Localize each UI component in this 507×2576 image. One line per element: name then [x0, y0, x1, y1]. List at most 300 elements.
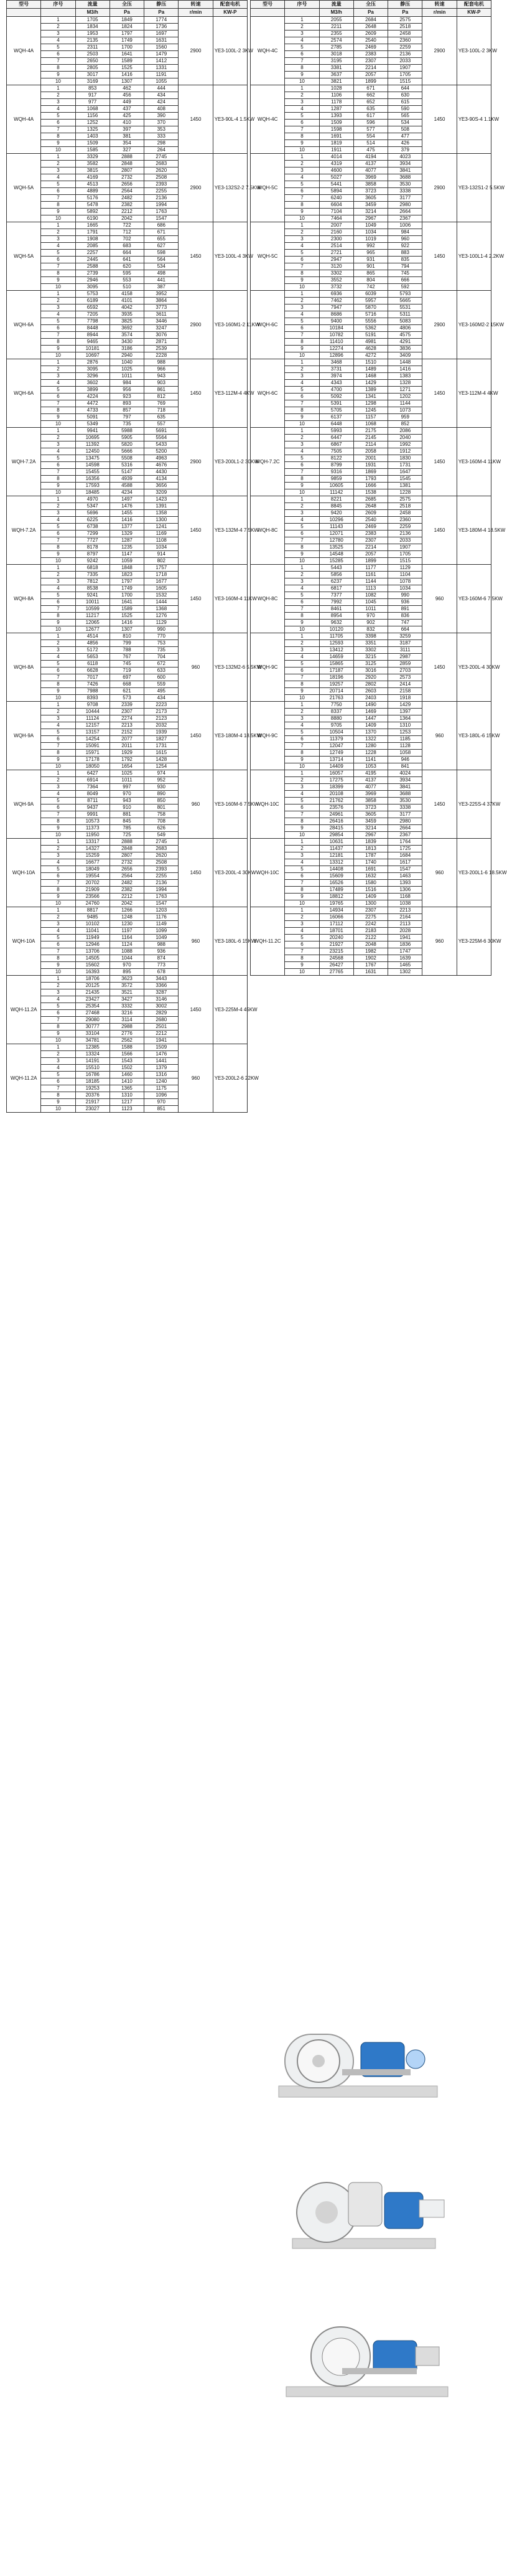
static-cell: 903: [144, 380, 179, 387]
pressure-cell: 1700: [109, 44, 144, 51]
static-cell: 671: [144, 229, 179, 236]
no-cell: 9: [41, 277, 75, 284]
pressure-cell: 5191: [353, 332, 388, 339]
no-cell: 8: [285, 818, 319, 825]
pressure-cell: 2152: [109, 729, 144, 736]
flow-cell: 9242: [75, 558, 109, 565]
static-cell: 753: [144, 640, 179, 647]
pressure-cell: 1749: [109, 37, 144, 44]
model-cell: WQH-7.2C: [251, 428, 285, 496]
flow-cell: 23027: [75, 1106, 109, 1113]
static-cell: 2032: [144, 722, 179, 729]
no-cell: 8: [41, 270, 75, 277]
unit-model: [7, 9, 41, 17]
flow-cell: 20125: [75, 983, 109, 989]
static-cell: 1605: [144, 585, 179, 592]
no-cell: 3: [41, 784, 75, 791]
flow-cell: 11124: [75, 715, 109, 722]
flow-cell: 9485: [75, 914, 109, 921]
flow-cell: 13324: [75, 1051, 109, 1058]
header-model: 型号: [251, 1, 285, 9]
pressure-cell: 1631: [353, 969, 388, 976]
static-cell: 5531: [388, 304, 422, 311]
no-cell: 3: [41, 578, 75, 585]
no-cell: 6: [285, 531, 319, 537]
pressure-cell: 1300: [353, 900, 388, 907]
static-cell: 802: [144, 558, 179, 565]
static-cell: 2367: [388, 215, 422, 222]
static-cell: 3187: [388, 640, 422, 647]
pressure-cell: 1460: [109, 1072, 144, 1078]
pressure-cell: 554: [353, 133, 388, 140]
model-cell: WQH-6A: [7, 291, 41, 359]
no-cell: 9: [41, 620, 75, 626]
flow-cell: 4014: [319, 154, 353, 161]
flow-cell: 7947: [319, 304, 353, 311]
static-cell: 930: [144, 784, 179, 791]
pressure-cell: 437: [109, 106, 144, 113]
no-cell: 8: [285, 681, 319, 688]
flow-cell: 4889: [75, 188, 109, 195]
model-cell: WQH-4C: [251, 17, 285, 85]
static-cell: 4023: [388, 154, 422, 161]
no-cell: 2: [41, 24, 75, 31]
fan-icon: [267, 2014, 473, 2120]
pressure-cell: 3427: [109, 996, 144, 1003]
motor-cell: YE3-132S1-2 5.5KW: [457, 154, 491, 222]
pressure-cell: 901: [353, 263, 388, 270]
pressure-cell: 797: [109, 414, 144, 421]
flow-cell: 11379: [319, 736, 353, 743]
pressure-cell: 635: [353, 106, 388, 113]
flow-cell: 8817: [75, 907, 109, 914]
motor-cell: YE3-100L-2 3KW: [213, 17, 247, 85]
flow-cell: 3017: [75, 72, 109, 78]
pressure-cell: 595: [109, 270, 144, 277]
no-cell: 9: [285, 620, 319, 626]
static-cell: 3952: [144, 291, 179, 298]
flow-cell: 16526: [319, 880, 353, 887]
flow-cell: 19765: [319, 900, 353, 907]
pressure-cell: 2077: [109, 736, 144, 743]
flow-cell: 8337: [319, 709, 353, 715]
flow-cell: 6190: [75, 215, 109, 222]
flow-cell: 2588: [75, 263, 109, 270]
no-cell: 1: [285, 85, 319, 92]
flow-cell: 13317: [75, 839, 109, 846]
table-row: [251, 702, 491, 709]
pressure-cell: 2802: [353, 681, 388, 688]
static-cell: 5083: [388, 318, 422, 325]
static-cell: 1185: [388, 736, 422, 743]
flow-cell: 16677: [75, 859, 109, 866]
no-cell: 3: [41, 167, 75, 174]
no-cell: 4: [41, 791, 75, 798]
no-cell: 5: [41, 798, 75, 804]
flow-cell: 8944: [75, 332, 109, 339]
no-cell: 1: [285, 907, 319, 914]
flow-cell: 1791: [75, 229, 109, 236]
pressure-cell: 1287: [109, 537, 144, 544]
pressure-cell: 3521: [109, 989, 144, 996]
static-cell: 4963: [144, 455, 179, 462]
table-row: [7, 85, 248, 92]
static-cell: 2745: [144, 154, 179, 161]
static-cell: 1393: [388, 880, 422, 887]
pressure-cell: 1217: [109, 1099, 144, 1106]
pressure-cell: 2888: [109, 154, 144, 161]
no-cell: 8: [41, 133, 75, 140]
static-cell: 861: [144, 387, 179, 394]
static-cell: 3530: [388, 181, 422, 188]
no-cell: 7: [41, 469, 75, 476]
flow-cell: 3018: [319, 51, 353, 58]
flow-cell: 5856: [319, 572, 353, 578]
pressure-cell: 671: [353, 85, 388, 92]
flow-cell: 12450: [75, 448, 109, 455]
static-cell: 1104: [388, 572, 422, 578]
static-cell: 2136: [388, 51, 422, 58]
flow-cell: 7727: [75, 537, 109, 544]
no-cell: 5: [285, 935, 319, 941]
table-row: [251, 839, 491, 846]
static-cell: 1941: [144, 1037, 179, 1044]
model-cell: WQH-5A: [7, 154, 41, 222]
no-cell: 7: [285, 332, 319, 339]
flow-cell: 11410: [319, 339, 353, 346]
static-cell: 379: [388, 147, 422, 154]
flow-cell: 19257: [319, 681, 353, 688]
speed-cell: 1450: [179, 976, 213, 1044]
no-cell: 5: [41, 935, 75, 941]
no-cell: 6: [41, 599, 75, 606]
left-table-body: [7, 17, 262, 1113]
unit-pressure: Pa: [109, 9, 144, 17]
flow-cell: 29080: [75, 1017, 109, 1024]
static-cell: 4806: [388, 325, 422, 332]
pressure-cell: 2685: [353, 496, 388, 503]
static-cell: 1647: [388, 469, 422, 476]
pressure-cell: 1797: [109, 578, 144, 585]
static-cell: 1228: [388, 489, 422, 496]
pressure-cell: 2967: [353, 832, 388, 839]
speed-cell: 1450: [179, 565, 213, 633]
pressure-cell: 3214: [353, 825, 388, 832]
flow-cell: 6592: [75, 304, 109, 311]
pressure-cell: 1230: [109, 921, 144, 928]
no-cell: 2: [285, 24, 319, 31]
static-cell: 952: [144, 777, 179, 784]
flow-cell: 1287: [319, 106, 353, 113]
static-cell: 686: [144, 222, 179, 229]
static-cell: 1128: [388, 743, 422, 750]
no-cell: 9: [285, 346, 319, 352]
static-cell: 1774: [144, 17, 179, 24]
pressure-cell: 5716: [353, 311, 388, 318]
pressure-cell: 5820: [109, 441, 144, 448]
speed-cell: 2900: [179, 291, 213, 359]
flow-cell: 11392: [75, 441, 109, 448]
flow-cell: 10695: [75, 435, 109, 441]
flow-cell: 5391: [319, 400, 353, 407]
no-cell: 8: [41, 544, 75, 551]
motor-cell: YE3-180L-6 15KW: [457, 702, 491, 770]
pressure-cell: 664: [109, 250, 144, 257]
pressure-cell: 1538: [353, 489, 388, 496]
static-cell: 1108: [144, 537, 179, 544]
flow-cell: 14505: [75, 955, 109, 962]
no-cell: 5: [285, 250, 319, 257]
flow-cell: 21927: [319, 941, 353, 948]
flow-cell: 1252: [75, 120, 109, 126]
flow-cell: 27765: [319, 969, 353, 976]
pressure-cell: 1147: [109, 551, 144, 558]
table-row: [7, 17, 248, 24]
flow-cell: 3552: [319, 277, 353, 284]
pressure-cell: 3016: [353, 668, 388, 674]
no-cell: 2: [41, 846, 75, 852]
flow-cell: 21763: [319, 695, 353, 702]
table-unit-row: [251, 9, 491, 17]
no-cell: 6: [285, 51, 319, 58]
static-cell: 1994: [144, 887, 179, 894]
static-cell: 2136: [144, 195, 179, 202]
flow-cell: 30777: [75, 1024, 109, 1031]
flow-cell: 2721: [319, 250, 353, 257]
flow-cell: 11041: [75, 928, 109, 935]
flow-cell: 1691: [319, 133, 353, 140]
pressure-cell: 5988: [109, 428, 144, 435]
flow-cell: 3899: [75, 387, 109, 394]
flow-cell: 13525: [319, 544, 353, 551]
flow-cell: 2355: [319, 31, 353, 37]
header-speed: 转速: [422, 1, 457, 9]
static-cell: 5433: [144, 441, 179, 448]
flow-cell: 10444: [75, 709, 109, 715]
static-cell: 3338: [388, 188, 422, 195]
no-cell: 1: [285, 496, 319, 503]
table-row: [251, 17, 491, 24]
speed-cell: 2900: [422, 291, 457, 359]
flow-cell: 2574: [319, 37, 353, 44]
pressure-cell: 1053: [353, 763, 388, 770]
flow-cell: 1028: [319, 85, 353, 92]
flow-cell: 9241: [75, 592, 109, 599]
flow-cell: 17275: [319, 777, 353, 784]
pressure-cell: 2183: [353, 928, 388, 935]
model-cell: WQH-10A: [7, 839, 41, 907]
pressure-cell: 596: [353, 120, 388, 126]
pressure-cell: 2048: [353, 941, 388, 948]
flow-cell: 12065: [75, 620, 109, 626]
static-cell: 2683: [144, 846, 179, 852]
flow-cell: 2300: [319, 236, 353, 243]
flow-cell: 6818: [75, 565, 109, 572]
static-cell: 852: [388, 421, 422, 428]
no-cell: 4: [41, 1065, 75, 1072]
flow-cell: 12677: [75, 626, 109, 633]
flow-cell: 1834: [75, 24, 109, 31]
no-cell: 2: [41, 640, 75, 647]
flow-cell: 1819: [319, 140, 353, 147]
model-cell: WQH-10C: [251, 770, 285, 839]
no-cell: 9: [285, 962, 319, 969]
no-cell: 8: [41, 955, 75, 962]
flow-cell: 1705: [75, 17, 109, 24]
no-cell: 2: [41, 435, 75, 441]
flow-cell: 2135: [75, 37, 109, 44]
static-cell: 1364: [388, 715, 422, 722]
static-cell: 890: [144, 791, 179, 798]
flow-cell: 24568: [319, 955, 353, 962]
static-cell: 1448: [388, 359, 422, 366]
static-cell: 1169: [144, 531, 179, 537]
pressure-cell: 1525: [109, 613, 144, 620]
flow-cell: 2445: [75, 257, 109, 263]
pressure-cell: 2114: [353, 441, 388, 448]
pressure-cell: 2145: [353, 435, 388, 441]
flow-cell: 12385: [75, 1044, 109, 1051]
pressure-cell: 3692: [109, 325, 144, 332]
no-cell: 10: [41, 215, 75, 222]
static-cell: 655: [144, 236, 179, 243]
flow-cell: 14934: [319, 907, 353, 914]
static-cell: 626: [144, 825, 179, 832]
static-cell: 2987: [388, 654, 422, 661]
static-cell: 3259: [388, 633, 422, 640]
flow-cell: 5092: [319, 394, 353, 400]
motor-cell: YE3-90S-4 1.1KW: [457, 85, 491, 154]
pressure-cell: 1025: [109, 366, 144, 373]
flow-cell: 18050: [75, 763, 109, 770]
no-cell: 4: [41, 380, 75, 387]
pressure-cell: 2001: [353, 455, 388, 462]
pressure-cell: 1245: [353, 407, 388, 414]
no-cell: 6: [41, 462, 75, 469]
no-cell: 7: [41, 880, 75, 887]
no-cell: 7: [285, 195, 319, 202]
pressure-cell: 2307: [353, 907, 388, 914]
no-cell: 4: [41, 448, 75, 455]
flow-cell: 2946: [75, 277, 109, 284]
pressure-cell: 3723: [353, 804, 388, 811]
pressure-cell: 1049: [353, 222, 388, 229]
pressure-cell: 865: [353, 270, 388, 277]
no-cell: 5: [285, 592, 319, 599]
no-cell: 1: [285, 633, 319, 640]
motor-cell: YE3-225M-4 45KW: [213, 976, 247, 1044]
flow-cell: 8711: [75, 798, 109, 804]
table-row: [7, 496, 248, 503]
static-cell: 1416: [388, 366, 422, 373]
no-cell: 1: [41, 154, 75, 161]
motor-cell: YE3-200L-4 30KW: [457, 633, 491, 702]
pressure-cell: 2307: [109, 709, 144, 715]
pressure-cell: 745: [109, 661, 144, 668]
flow-cell: 9420: [319, 510, 353, 517]
static-cell: 1168: [388, 894, 422, 900]
pressure-cell: 2383: [353, 51, 388, 58]
static-cell: 2980: [388, 818, 422, 825]
pressure-cell: 2540: [353, 37, 388, 44]
pressure-cell: 1034: [353, 229, 388, 236]
flow-cell: 10697: [75, 352, 109, 359]
no-cell: 1: [285, 565, 319, 572]
no-cell: 8: [41, 1024, 75, 1031]
pressure-cell: 902: [353, 620, 388, 626]
static-cell: 424: [144, 99, 179, 106]
static-cell: 2367: [388, 832, 422, 839]
static-cell: 936: [144, 948, 179, 955]
static-cell: 600: [144, 674, 179, 681]
no-cell: 1: [285, 770, 319, 777]
pressure-cell: 1902: [353, 955, 388, 962]
flow-cell: 21762: [319, 798, 353, 804]
flow-cell: 15285: [319, 558, 353, 565]
speed-cell: 1450: [179, 839, 213, 907]
table-row: [7, 907, 248, 914]
no-cell: 2: [41, 914, 75, 921]
static-cell: 1547: [388, 866, 422, 873]
no-cell: 10: [285, 763, 319, 770]
no-cell: 7: [285, 674, 319, 681]
flow-cell: 8122: [319, 455, 353, 462]
pressure-cell: 2684: [353, 17, 388, 24]
flow-cell: 2947: [319, 257, 353, 263]
no-cell: 1: [285, 428, 319, 435]
no-cell: 3: [285, 99, 319, 106]
no-cell: 8: [41, 65, 75, 72]
no-cell: 1: [285, 222, 319, 229]
flow-cell: 10181: [75, 346, 109, 352]
flow-cell: 6237: [319, 578, 353, 585]
no-cell: 5: [41, 592, 75, 599]
no-cell: 6: [285, 394, 319, 400]
static-cell: 644: [388, 85, 422, 92]
flow-cell: 20108: [319, 791, 353, 798]
motor-cell: YE3-100L-4 3KW: [213, 222, 247, 291]
flow-cell: 7750: [319, 702, 353, 709]
no-cell: 8: [285, 407, 319, 414]
pressure-cell: 767: [109, 654, 144, 661]
no-cell: 1: [41, 565, 75, 572]
flow-cell: 3821: [319, 78, 353, 85]
table-row: [7, 565, 248, 572]
flow-cell: 2805: [75, 65, 109, 72]
no-cell: 9: [41, 1099, 75, 1106]
pressure-cell: 1848: [109, 565, 144, 572]
no-cell: 4: [285, 311, 319, 318]
static-cell: 874: [144, 955, 179, 962]
static-cell: 2360: [388, 517, 422, 524]
pressure-cell: 1813: [353, 846, 388, 852]
pressure-cell: 2307: [353, 58, 388, 65]
motor-cell: YE3-160M-4 11KW: [213, 565, 247, 633]
pressure-cell: 3114: [109, 1017, 144, 1024]
no-cell: 8: [285, 544, 319, 551]
no-cell: 9: [41, 688, 75, 695]
no-cell: 2: [285, 572, 319, 578]
static-cell: 835: [388, 257, 422, 263]
pressure-cell: 1280: [353, 743, 388, 750]
flow-cell: 8461: [319, 606, 353, 613]
pressure-cell: 893: [109, 400, 144, 407]
no-cell: 2: [41, 298, 75, 304]
no-cell: 4: [41, 859, 75, 866]
no-cell: 7: [285, 880, 319, 887]
pressure-cell: 810: [109, 633, 144, 640]
no-cell: 9: [41, 483, 75, 489]
